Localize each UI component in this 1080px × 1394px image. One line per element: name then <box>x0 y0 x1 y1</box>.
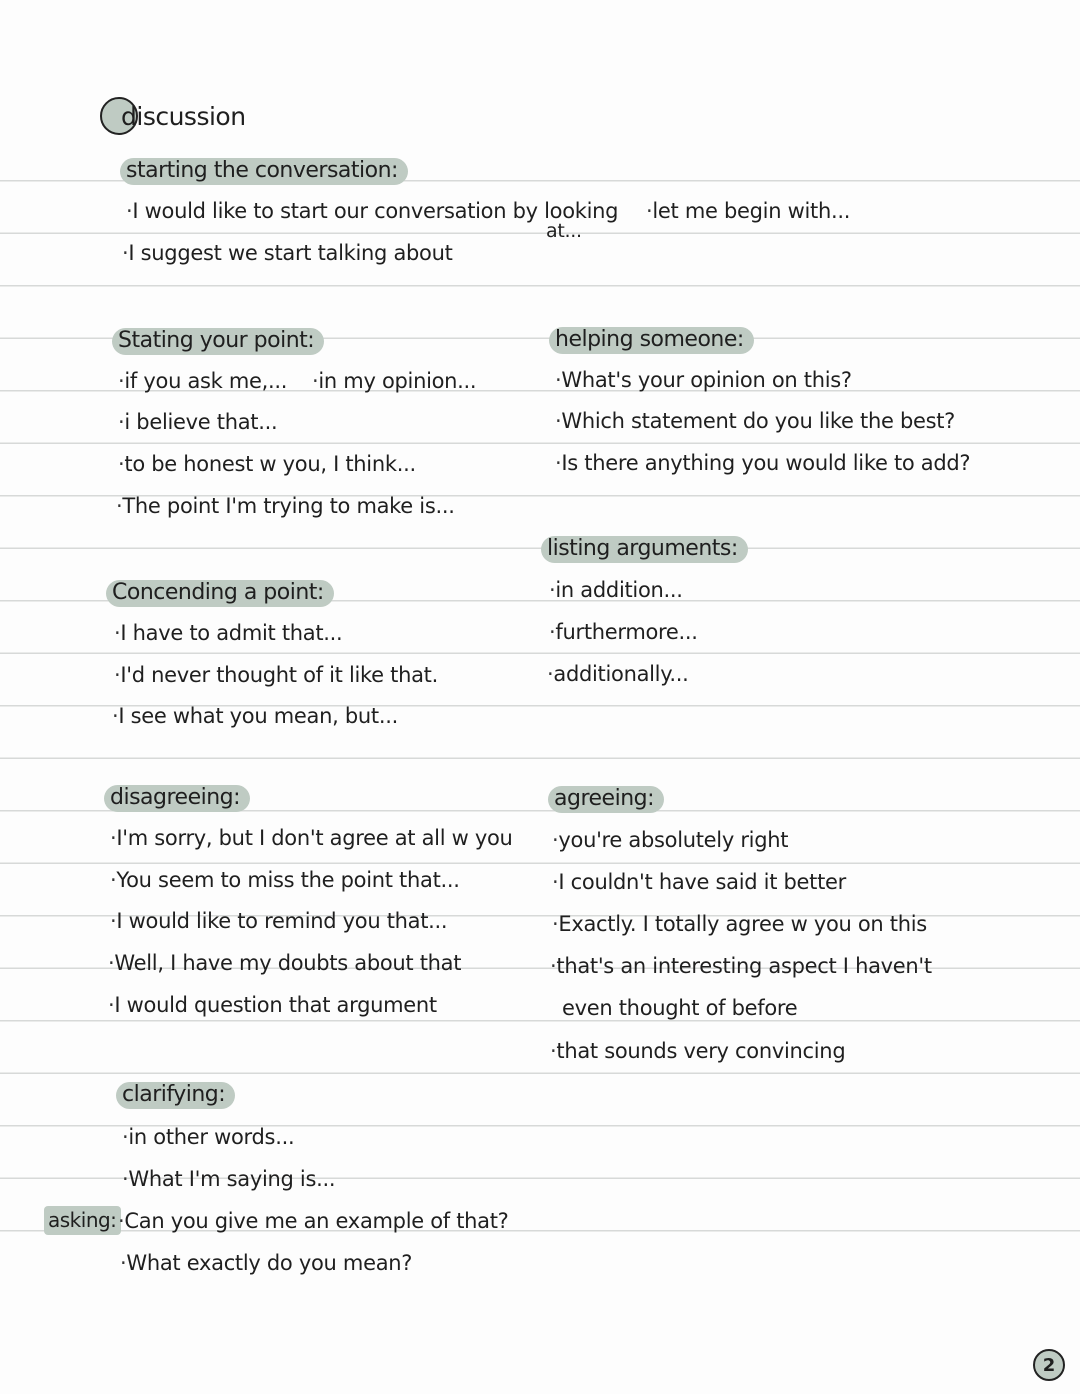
list-item: ·What I'm saying is... <box>122 1167 336 1191</box>
list-item: ·I'm sorry, but I don't agree at all w you <box>110 826 513 850</box>
list-item: ·you're absolutely right <box>552 828 789 852</box>
list-item: ·I'd never thought of it like that. <box>114 663 438 687</box>
section-heading-helping: helping someone: <box>555 327 754 354</box>
list-item: ·Exactly. I totally agree w you on this <box>552 912 927 936</box>
list-item-continued: at... <box>546 220 582 242</box>
list-item: ·I would like to start our conversation by looking <box>126 199 619 223</box>
list-item: ·I couldn't have said it better <box>552 870 846 894</box>
list-item: ·What exactly do you mean? <box>120 1251 413 1275</box>
list-item: ·that's an interesting aspect I haven't <box>550 954 932 978</box>
list-item-continued: even thought of before <box>562 996 798 1020</box>
list-item: ·in my opinion... <box>312 369 477 393</box>
list-item: ·if you ask me,... <box>118 369 288 393</box>
list-item: ·additionally... <box>547 662 689 686</box>
section-heading-listing: listing arguments: <box>547 536 748 563</box>
section-heading-stating: Stating your point: <box>118 328 324 355</box>
list-item: ·Well, I have my doubts about that <box>108 951 462 975</box>
section-heading-agreeing: agreeing: <box>554 786 664 813</box>
section-heading-conceding: Concending a point: <box>112 580 334 607</box>
list-item: ·What's your opinion on this? <box>555 368 852 392</box>
list-item: ·to be honest w you, I think... <box>118 452 416 476</box>
asking-label: asking: <box>44 1206 121 1235</box>
page-title-text: discussion <box>121 101 246 131</box>
list-item: ·in addition... <box>549 578 683 602</box>
list-item: ·Which statement do you like the best? <box>555 409 956 433</box>
list-item: ·in other words... <box>122 1125 295 1149</box>
section-heading-starting: starting the conversation: <box>126 158 408 185</box>
list-item: ·i believe that... <box>118 410 278 434</box>
list-item: ·I suggest we start talking about <box>122 241 453 265</box>
list-item: ·I have to admit that... <box>114 621 343 645</box>
page-title <box>100 95 246 137</box>
section-heading-clarifying: clarifying: <box>122 1082 235 1109</box>
list-item: ·The point I'm trying to make is... <box>116 494 455 518</box>
list-item: ·I would question that argument <box>108 993 437 1017</box>
section-heading-disagreeing: disagreeing: <box>110 785 250 812</box>
list-item: ·Is there anything you would like to add? <box>555 451 971 475</box>
list-item: ·furthermore... <box>549 620 698 644</box>
page-number: 2 <box>1033 1349 1065 1381</box>
list-item: ·You seem to miss the point that... <box>110 868 460 892</box>
list-item: ·I see what you mean, but... <box>112 704 398 728</box>
list-item: ·that sounds very convincing <box>550 1039 846 1063</box>
list-item: ·let me begin with... <box>646 199 851 223</box>
list-item: ·Can you give me an example of that? <box>118 1209 509 1233</box>
list-item: ·I would like to remind you that... <box>110 909 448 933</box>
